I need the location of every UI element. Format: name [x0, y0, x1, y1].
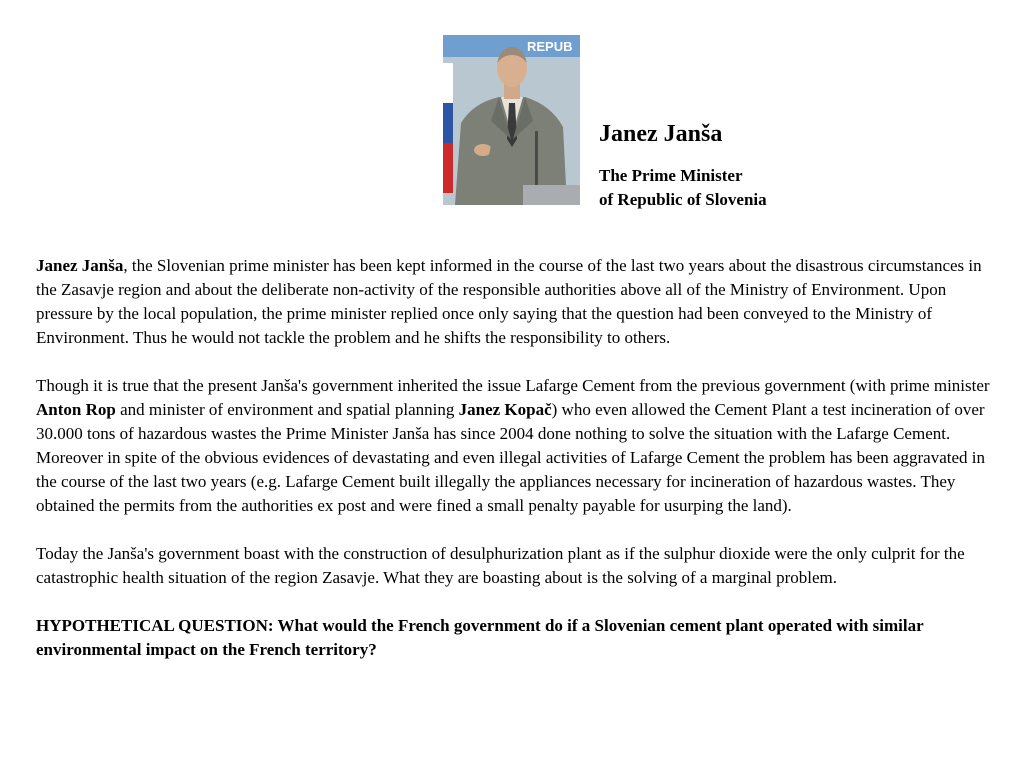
article-body [36, 254, 994, 662]
name-janez-kopac: Janez Kopač [458, 400, 552, 419]
person-name: Janez Janša [599, 121, 723, 147]
person-title [599, 164, 767, 212]
title-line-2: of Republic of Slovenia [599, 190, 767, 209]
lead-name: Janez Janša [36, 256, 124, 275]
paragraph-3: Today the Janša's government boast with the construction of desulphurization plant as if the sulphur dioxide were the only culprit for the catastrophic health situation of the region Zasavje. What they are boasting about is the solving of a marginal problem. [36, 544, 965, 587]
name-anton-rop: Anton Rop [36, 400, 116, 419]
portrait-photo [443, 35, 580, 205]
portrait-image [443, 35, 580, 205]
paragraph-1 [36, 254, 994, 350]
paragraph-2 [36, 374, 994, 518]
paragraph-2-part-3: ) who even allowed the Cement Plant a test incineration of over 30.000 tons of hazardous wastes the Prime Minister Janša has since 2004 done nothing to solve the situation with the Lafarge Cement. Moreover in spite of the obvious evidences of devastating and even illegal activities of Lafarge Cement the problem has been aggravated in the course of the last two years (e.g. Lafarge Cement built illegally the appliances necessary for incineration of hazardous wastes. They obtained the permits from the authorities ex post and were fined a small penalty payable for usurping the land). [36, 400, 986, 515]
paragraph-2-part-1: Though it is true that the present Janša's government inherited the issue Lafarge Cement from the previous government (with prime minister [36, 376, 990, 395]
title-line-1: The Prime Minister [599, 166, 743, 185]
hypothetical-question: HYPOTHETICAL QUESTION: What would the French government do if a Slovenian cement plant operated with similar environmental impact on the French territory? [36, 616, 924, 659]
paragraph-1-text: , the Slovenian prime minister has been kept informed in the course of the last two years about the disastrous circumstances in the Zasavje region and about the deliberate non-activity of the responsible authorities above all of the Ministry of Environment. Upon pressure by the local population, the prime minister replied once only saying that the question had been conveyed to the Ministry of Environment. Thus he would not tackle the problem and he shifts the responsibility to others. [36, 256, 982, 347]
paragraph-2-part-2: and minister of environment and spatial planning [115, 400, 459, 419]
banner-text: REPUB [527, 39, 573, 54]
